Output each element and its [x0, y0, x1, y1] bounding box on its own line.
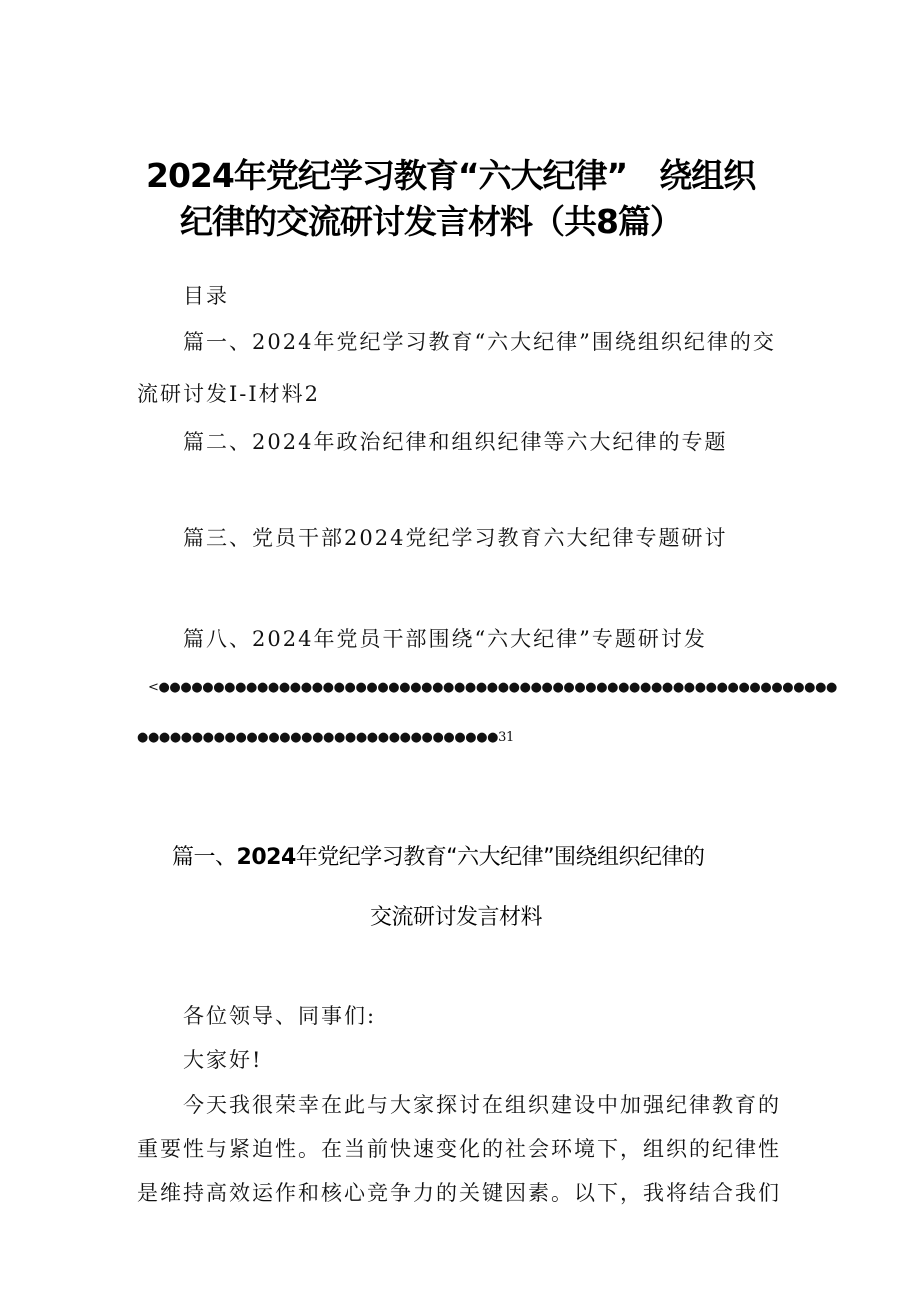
toc-item-4[interactable]: 篇八、2024年党员干部围绕“六大纪律”专题研讨发	[183, 627, 707, 651]
document-title-line1: 2024年党纪学习教育“六大纪律” 绕组织	[146, 156, 756, 195]
section1-greeting: 各位领导、同事们:	[183, 1004, 377, 1028]
toc-item-2[interactable]: 篇二、2024年政治纪律和组织纪律等六大纪律的专题	[183, 430, 728, 454]
section1-title-line2: 交流研讨发言材料	[370, 905, 543, 930]
toc-leader-dots-line2: ●●●●●●●●●●●●●●●●●●●●●●●●●●●●●●●●●31	[137, 730, 514, 745]
document-title-line2: 纪律的交流研讨发言材料（共8篇）	[180, 202, 682, 241]
toc-heading: 目录	[183, 284, 229, 308]
section1-paragraph-line3: 是维持高效运作和核心竞争力的关键因素。以下，我将结合我们	[137, 1181, 781, 1205]
toc-item-1-line1[interactable]: 篇一、2024年党纪学习教育“六大纪律”围绕组织纪律的交	[183, 330, 776, 354]
section1-hello: 大家好!	[183, 1048, 263, 1072]
section1-title-rest: 年党纪学习教育“六大纪律”围绕组织纪律的	[295, 845, 705, 870]
toc-item-3[interactable]: 篇三、党员干部2024党纪学习教育六大纪律专题研讨	[183, 526, 728, 550]
section1-title-line1	[172, 840, 705, 871]
section1-paragraph-line2: 重要性与紧迫性。在当前快速变化的社会环境下，组织的纪律性	[137, 1137, 781, 1161]
section1-title-year: 2024	[236, 845, 296, 870]
toc-leader-dots-line1: <●●●●●●●●●●●●●●●●●●●●●●●●●●●●●●●●●●●●●●●●●●●●●●●●●●●●●●●●●●●●●●	[148, 680, 837, 695]
section1-paragraph-line1: 今天我很荣幸在此与大家探讨在组织建设中加强纪律教育的	[183, 1093, 781, 1117]
toc-item-1-line2[interactable]: 流研讨发I-I材料2	[137, 382, 321, 406]
section1-title-prefix: 篇一、	[172, 845, 237, 870]
